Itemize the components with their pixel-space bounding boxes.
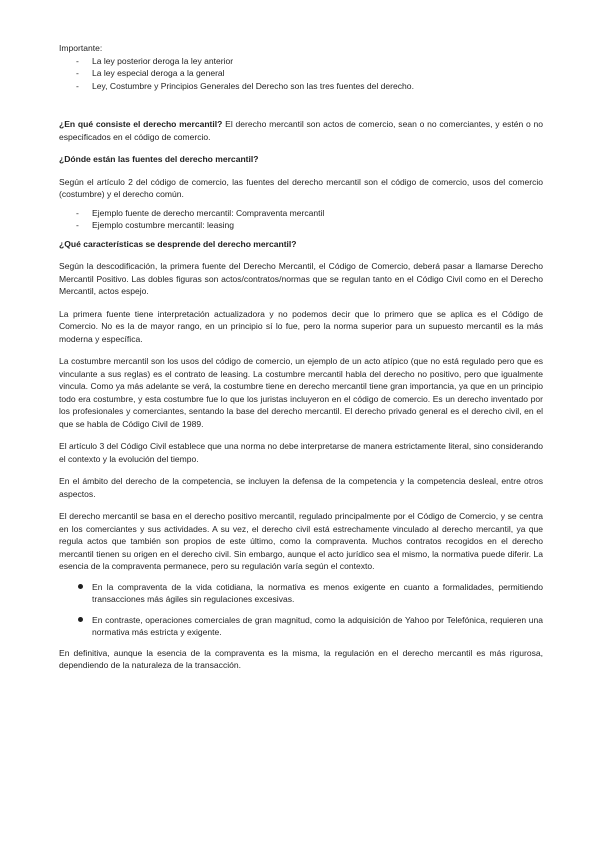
bullet-text: En la compraventa de la vida cotidiana, la normativa es menos exigente en cuanto a formalidades, permitiendo transacciones más ágiles sin regulaciones excesivas. — [92, 581, 543, 604]
bullet-text: En contraste, operaciones comerciales de gran magnitud, como la adquisición de Yahoo por Telefónica, requieren una normativa más estricta y exigente. — [92, 614, 543, 637]
important-list — [59, 55, 543, 93]
q1-question: ¿En qué consiste el derecho mercantil? — [59, 119, 223, 129]
q2-examples — [59, 207, 543, 232]
q3-paragraph: La costumbre mercantil son los usos del código de comercio, un ejemplo de un acto atípico (que no está regulado pero que es vinculante a sus reglas) es el contrato de leasing. La costumbre mercantil habla del derecho no positivo, pero que igualmente vincula. Como ya más adelante se verá, la costumbre tiene en derecho mercantil tiene gran importancia, ya que en un principio todo era costumbre, y esta costumbre fue lo que los juristas incluyeron en el código de comercio. Es un derecho inventado por los profesionales y comerciantes, sentando la base del derecho mercantil. El derecho privado general es el derecho civil, en el que se habla de Código Civil de 1989. — [59, 356, 543, 429]
important-title: Importante: — [59, 43, 103, 53]
q3-bullet-list — [59, 581, 543, 639]
q2-question: ¿Dónde están las fuentes del derecho mercantil? — [59, 154, 259, 164]
list-item: - La ley especial deroga a la general — [59, 67, 543, 80]
q3-paragraph: La primera fuente tiene interpretación actualizadora y no podemos decir que lo primero que se aplica es el Código de Comercio. No es la de mayor rango, en un principio sí lo fue, pero la norma superior para un supuesto mercantil es la más moderna y específica. — [59, 308, 543, 344]
q3-paragraph: Según la descodificación, la primera fuente del Derecho Mercantil, el Código de Comercio, deberá pasar a llamarse Derecho Mercantil Positivo. Las dobles figuras son actos/contratos/normas que se regulan tanto en el Código Civil como en el Derecho Mercantil, actos espejo. — [59, 261, 543, 296]
list-item: - Ejemplo costumbre mercantil: leasing — [59, 219, 543, 232]
list-item: - Ejemplo fuente de derecho mercantil: Compraventa mercantil — [59, 207, 543, 220]
list-item: - Ley, Costumbre y Principios Generales del Derecho son las tres fuentes del derecho. — [59, 80, 543, 93]
q1-answer: El derecho mercantil son actos de comercio, sean o no comerciantes, y estén o no especificados en el código de comercio. — [59, 119, 543, 142]
q2-answer: Según el artículo 2 del código de comercio, las fuentes del derecho mercantil son el código de comercio, usos del comercio (costumbre) y el derecho común. — [59, 176, 543, 199]
q3-question: ¿Qué características se desprende del derecho mercantil? — [59, 238, 297, 249]
list-item: - La ley posterior deroga la ley anterior — [59, 55, 543, 68]
q3-paragraph: El artículo 3 del Código Civil establece que una norma no debe interpretarse de manera estrictamente literal, sino considerando el contexto y la evolución del tiempo. — [59, 441, 543, 464]
bullet-item — [59, 614, 543, 639]
document-body — [59, 42, 543, 672]
bullet-item — [59, 581, 543, 606]
bullet-icon — [78, 584, 83, 589]
q3-paragraph: El derecho mercantil se basa en el derecho positivo mercantil, regulado principalmente por el Código de Comercio, y se centra en los comerciantes y sus actividades. A su vez, el derecho civil está estrechamente vinculado al derecho mercantil, ya que regula actos que también son propios de este último, como la compraventa. Muchos contratos recogidos en el derecho mercantil tienen su origen en el derecho civil. Sin embargo, aunque el acto jurídico sea el mismo, la normativa puede diferir. La esencia de la compraventa permanece, pero su regulación varía según el contexto. — [59, 511, 543, 571]
bullet-icon — [78, 617, 83, 622]
q3-paragraph: En el ámbito del derecho de la competencia, se incluyen la defensa de la competencia y la competencia desleal, entre otros aspectos. — [59, 476, 543, 499]
conclusion-paragraph: En definitiva, aunque la esencia de la compraventa es la misma, la regulación en el derecho mercantil es más rigurosa, dependiendo de la naturaleza de la transacción. — [59, 647, 543, 670]
q1-paragraph — [59, 118, 543, 143]
